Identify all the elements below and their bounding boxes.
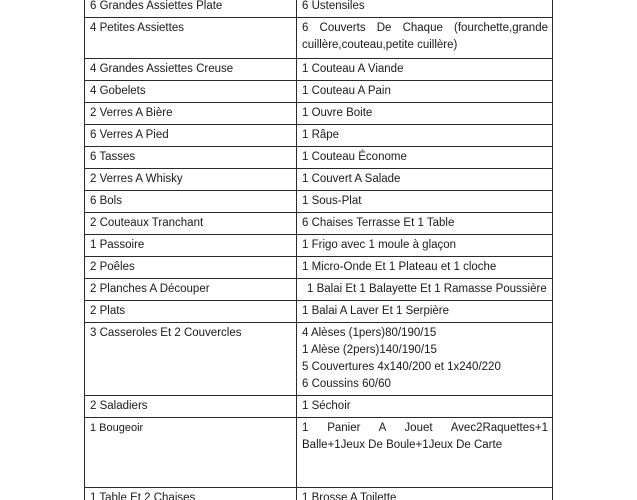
item-cell-left: 2 Poêles <box>85 257 297 279</box>
item-cell-right <box>297 279 553 301</box>
item-cell-left: 4 Grandes Assiettes Creuse <box>85 59 297 81</box>
table-row <box>85 18 553 59</box>
item-cell-right <box>297 396 553 418</box>
item-text: 1 Séchoir <box>302 400 351 412</box>
item-cell-right <box>297 103 553 125</box>
item-text: 1 Balai Et 1 Balayette Et 1 Ramasse Poussière <box>307 283 547 295</box>
item-text: 1 Alèse (2pers)140/190/15 <box>302 344 437 356</box>
item-text: 1 Balai A Laver Et 1 Serpière <box>302 305 450 317</box>
item-cell-right <box>297 125 553 147</box>
table-row <box>85 323 553 396</box>
item-cell-right <box>297 301 553 323</box>
item-cell-right <box>297 59 553 81</box>
item-cell-left: 2 Couteaux Tranchant <box>85 213 297 235</box>
item-cell-right <box>297 81 553 103</box>
item-cell-right <box>297 257 553 279</box>
item-cell-left: 4 Gobelets <box>85 81 297 103</box>
item-text: 1 Couteau Économe <box>302 151 407 163</box>
item-cell-right <box>297 0 553 18</box>
item-cell-left: 1 Table Et 2 Chaises <box>85 488 297 500</box>
item-cell-right <box>297 418 553 488</box>
item-text: 1 Panier A Jouet Avec2Raquettes+1 Balle+1Jeux De Boule+1Jeux De Carte <box>302 422 548 451</box>
item-cell-left: 4 Petites Assiettes <box>85 18 297 59</box>
table-row <box>85 81 553 103</box>
item-cell-right <box>297 488 553 500</box>
item-text: 6 Ustensiles <box>302 0 365 12</box>
item-text: 4 Alèses (1pers)80/190/15 <box>302 327 437 339</box>
item-cell-right <box>297 323 553 396</box>
table-row <box>85 147 553 169</box>
item-cell-right <box>297 213 553 235</box>
table-row <box>85 125 553 147</box>
item-cell-left: 2 Plats <box>85 301 297 323</box>
table-row <box>85 418 553 488</box>
table-row <box>85 396 553 418</box>
item-cell-right <box>297 169 553 191</box>
item-cell-left: 6 Grandes Assiettes Plate <box>85 0 297 18</box>
item-cell-left: 6 Verres A Pied <box>85 125 297 147</box>
table-row <box>85 488 553 500</box>
item-text: 1 Couteau A Viande <box>302 63 404 75</box>
item-text: 6 Couverts De Chaque (fourchette,grande cuillère,couteau,petite cuillère) <box>302 22 548 51</box>
item-cell-left: 2 Verres A Bière <box>85 103 297 125</box>
table-row <box>85 257 553 279</box>
item-text: 1 Brosse A Toilette <box>302 492 397 500</box>
item-cell-left: 3 Casseroles Et 2 Couvercles <box>85 323 297 396</box>
item-cell-left: 2 Planches A Découper <box>85 279 297 301</box>
item-cell-left: 1 Bougeoir <box>85 418 297 488</box>
item-text: 1 Micro-Onde Et 1 Plateau et 1 cloche <box>302 261 497 273</box>
item-cell-left: 2 Saladiers <box>85 396 297 418</box>
item-text: 1 Couvert A Salade <box>302 173 401 185</box>
item-cell-right <box>297 18 553 59</box>
table-row <box>85 279 553 301</box>
table-row <box>85 103 553 125</box>
item-text: 6 Coussins 60/60 <box>302 378 391 390</box>
item-text: 6 Chaises Terrasse Et 1 Table <box>302 217 455 229</box>
item-text: 1 Râpe <box>302 129 340 141</box>
item-cell-right <box>297 191 553 213</box>
inventory-table <box>84 0 553 500</box>
table-row <box>85 191 553 213</box>
item-cell-left: 1 Passoire <box>85 235 297 257</box>
item-cell-right <box>297 147 553 169</box>
item-cell-right <box>297 235 553 257</box>
table-row <box>85 0 553 18</box>
item-text: 1 Sous-Plat <box>302 195 362 207</box>
item-text: 1 Couteau A Pain <box>302 85 391 97</box>
table-row <box>85 235 553 257</box>
item-cell-left: 2 Verres A Whisky <box>85 169 297 191</box>
item-cell-left: 6 Bols <box>85 191 297 213</box>
item-cell-left: 6 Tasses <box>85 147 297 169</box>
item-text: 1 Frigo avec 1 moule à glaçon <box>302 239 457 251</box>
item-text: 5 Couvertures 4x140/200 et 1x240/220 <box>302 361 501 373</box>
table-row <box>85 169 553 191</box>
table-row <box>85 301 553 323</box>
table-row <box>85 59 553 81</box>
table-row <box>85 213 553 235</box>
item-text: 1 Ouvre Boite <box>302 107 373 119</box>
